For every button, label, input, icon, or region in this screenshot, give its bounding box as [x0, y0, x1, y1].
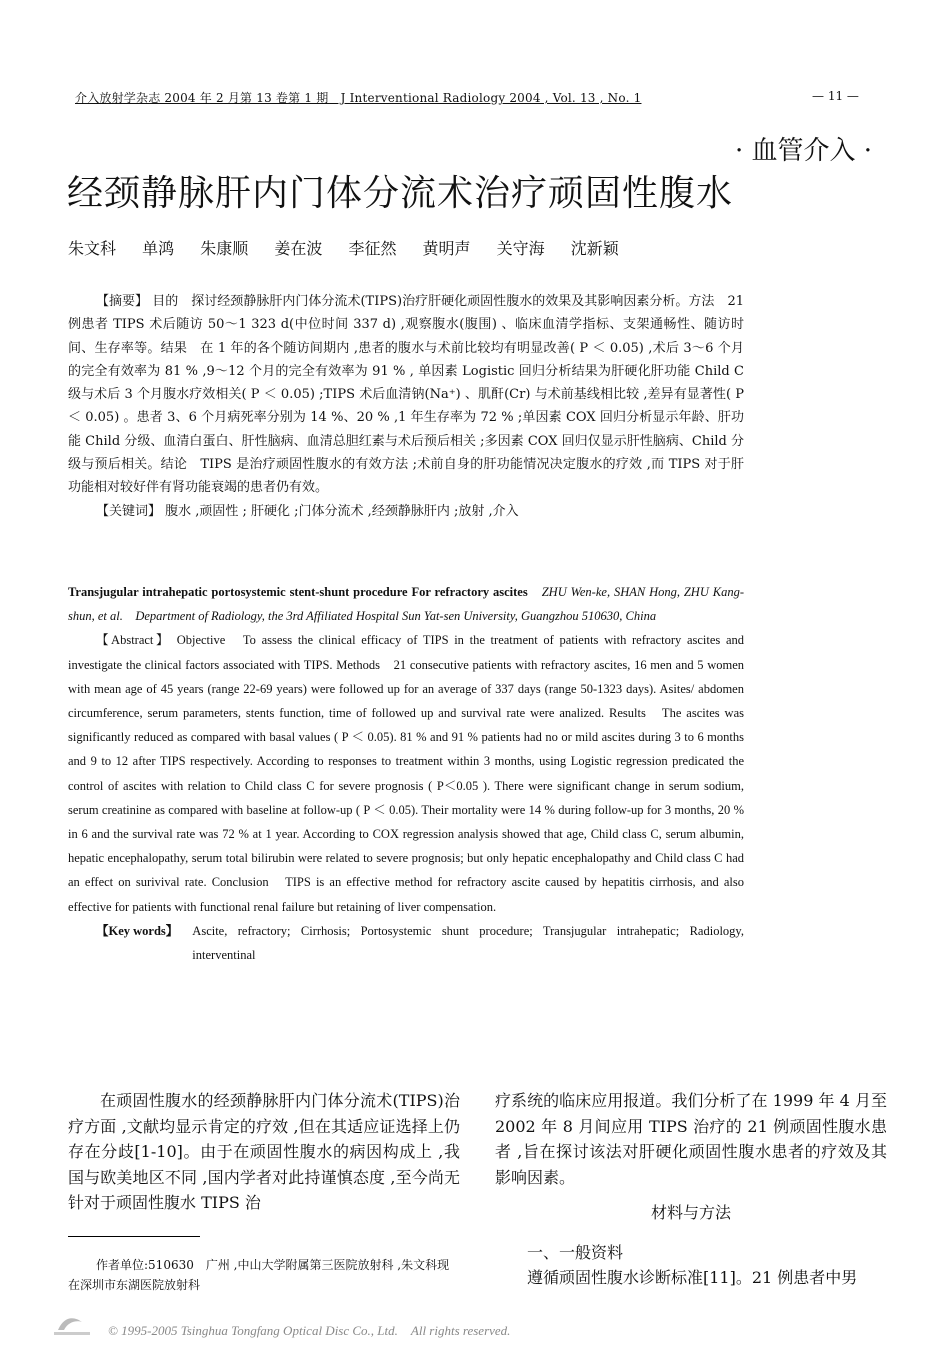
author: 沈新颖 [570, 239, 619, 258]
publisher-logo-icon [52, 1312, 92, 1338]
chinese-abstract [68, 290, 744, 523]
english-authors-affiliation: ZHU Wen-ke, SHAN Hong, ZHU Kang-shun, et al. Department of Radiology, the 3rd Affiliated Hospital Sun Yat-sen University, Guangzhou 510630, China [68, 585, 744, 624]
body-column-right [495, 1088, 887, 1291]
page-number: — 11 — [812, 89, 859, 103]
article-title: 经颈静脉肝内门体分流术治疗顽固性腹水 [67, 173, 734, 214]
section-tag: · 血管介入 · [735, 136, 873, 166]
author: 李征然 [348, 239, 397, 258]
author: 朱康顺 [200, 239, 249, 258]
chinese-abstract-text: 【摘要】 目的 探讨经颈静脉肝内门体分流术(TIPS)治疗肝硬化顽固性腹水的效果及其影响因素分析。方法 21 例患者 TIPS 术后随访 50～1 323 d(中位时间 337 d) ,观察腹水(腹围) 、临床血清学指标、支架通畅性、随访时间、生存率等。结果 在 1 年的各个随访间期内 ,患者的腹水与术前比较均有明显改善( P ＜ 0.05) ,术后 3～6 个月的完全有效率为 81 % ,9～12 个月的完全有效率为 91 % , 单因素 Logistic 回归分析结果为肝硬化肝功能 Child C 级与术后 3 个月腹水疗效相关( P ＜ 0.05) ;TIPS 术后血清钠(Na⁺) 、肌酐(Cr) 与术前基线相比较 ,差异有显著性( P ＜ 0.05) 。患者 3、6 个月病死率分别为 14 %、20 % ,1 年生存率为 72 % ;单因素 COX 回归分析显示年龄、肝功能 Child 分级、血清白蛋白、肝性脑病、血清总胆红素与术后预后相关 ;多因素 COX 回归仅显示肝性脑病、Child 分级与预后相关。结论 TIPS 是治疗顽固性腹水的有效方法 ;术前自身的肝功能情况决定腹水的疗效 ,而 TIPS 对于肝功能相对较好伴有肾功能衰竭的患者仍有效。 [68, 294, 744, 496]
author-affiliation-note: 作者单位:510630 广州 ,中山大学附属第三医院放射科 ,朱文科现在深圳市东湖医院放射科 [68, 1258, 450, 1292]
footnote-divider [68, 1236, 200, 1237]
english-abstract-text: 【Abstract】 Objective To assess the clinical efficacy of TIPS in the treatment of patients with refractory ascites and investigate the clinical factors associated with TIPS. Methods 21 consecutive patients with refractory ascites, 16 men and 5 women with mean age of 45 years (range 22-69 years) were followed up for an average of 337 days (range 50-1323 days). Asites/ abdomen circumference, serum parameters, stents function, time of followed up and survival rate were analized. Results The ascites was significantly reduced as compared with basal values ( P ＜ 0.05). 81 % and 91 % patients had no or mild ascites during 3 to 6 months and 9 to 12 after TIPS respectively. According to responses to treatment within 3 months, using Logistic regression predicated the control of ascites with relation to Child class C for severe prognosis ( P＜0.05 ). There were significant change in serum sodium, serum creatinine as compared with baseline at follow-up ( P ＜ 0.05). Their mortality were 14 % during follow-up for 3 months, 20 % in 6 and the survival rate was 72 % at 1 year. According to COX regression analysis showed that age, Child class C, serum albumin, hepatic encephalopathy, serum total bilirubin were related to severe prognosis; but only hepatic encephalopathy and Child class C had an effect on surivival rate. Conclusion TIPS is an effective method for refractory ascite caused by hepatitis cirrhosis, and also effective for patients with functional renal failure but retaining of liver compensation. [68, 633, 744, 914]
author: 姜在波 [274, 239, 323, 258]
intro-paragraph: 在顽固性腹水的经颈静脉肝内门体分流术(TIPS)治疗方面 ,文献均显示肯定的疗效 ,但在其适应证选择上仍存在分歧[1-10]。由于在顽固性腹水的病因构成上 ,我国与欧美地区不同 ,国内学者对此持谨慎态度 ,至今尚无针对于顽固性腹水 TIPS 治 [68, 1091, 460, 1212]
keywords-label: 【Key words】 [96, 923, 179, 938]
copyright-notice: © 1995-2005 Tsinghua Tongfang Optical Disc Co., Ltd. All rights reserved. [108, 1323, 511, 1338]
section-heading: 材料与方法 [650, 1203, 731, 1222]
journal-header: 介入放射学杂志 2004 年 2 月第 13 卷第 1 期 J Interventional Radiology 2004 , Vol. 13 , No. 1 [75, 91, 642, 105]
author: 关守海 [496, 239, 545, 258]
english-title: Transjugular intrahepatic portosystemic stent-shunt procedure For refractory ascites [68, 585, 528, 599]
english-abstract-block [68, 580, 744, 967]
author: 黄明声 [422, 239, 471, 258]
subsection-paragraph: 遵循顽固性腹水诊断标准[11]。21 例患者中男 [527, 1268, 858, 1287]
author-list [68, 236, 640, 259]
footnote [68, 1255, 460, 1295]
subsection-heading: 一、一般资料 [527, 1242, 624, 1262]
english-title-line [68, 580, 744, 628]
intro-paragraph-continued: 疗系统的临床应用报道。我们分析了在 1999 年 4 月至 2002 年 8 月间应用 TIPS 治疗的 21 例顽固性腹水患者 ,旨在探讨该法对肝硬化顽固性腹水患者的疗效及其影响因素。 [495, 1091, 887, 1187]
author: 朱文科 [68, 239, 117, 258]
body-column-left [68, 1088, 460, 1216]
chinese-keywords: 【关键词】 腹水 ,顽固性 ; 肝硬化 ;门体分流术 ,经颈静脉肝内 ;放射 ,介入 [96, 503, 519, 519]
keywords-text: Ascite, refractory; Cirrhosis; Portosystemic shunt procedure; Transjugular intrahepatic; Radiology, interventinal [192, 923, 744, 963]
english-keywords [68, 919, 744, 967]
author: 单鸿 [142, 239, 175, 258]
